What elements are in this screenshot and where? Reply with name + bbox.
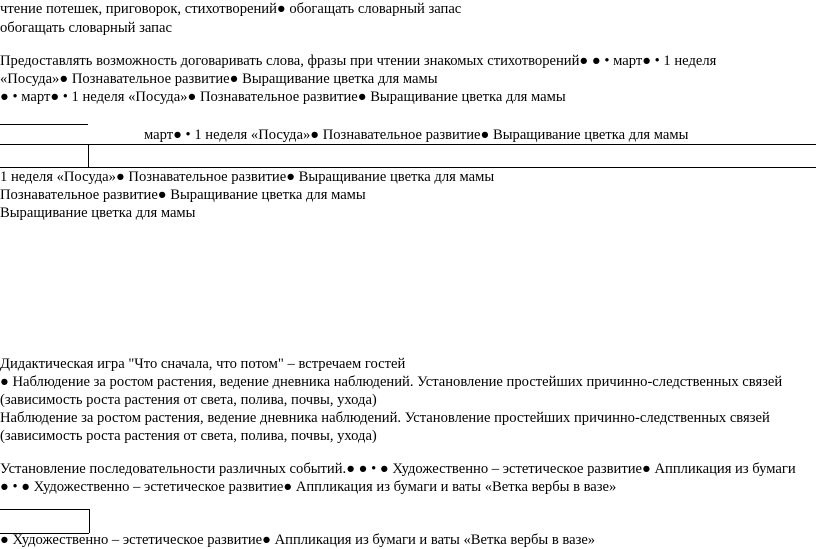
box-rule-right [89, 509, 90, 533]
table-rule-top [0, 144, 816, 145]
text-line-17: ● Художественно – эстетическое развитие● Аппликация из бумаги и ваты «Ветка вербы в вазе» [0, 532, 596, 548]
text-line-14: (зависимость роста растения от света, полива, почвы, ухода) [0, 428, 377, 444]
text-line-11: ● Наблюдение за ростом растения, ведение дневника наблюдений. Установление простейших причинно-следственных связей [0, 374, 783, 390]
text-line-15: Установление последовательности различных событий.● ● • ● Художественно – эстетическое развитие● Аппликация из бумаги [0, 461, 796, 477]
text-line-9: Выращивание цветка для мамы [0, 205, 196, 221]
text-line-4: «Посуда»● Познавательное развитие● Выращивание цветка для мамы [0, 71, 438, 87]
text-line-2: обогащать словарный запас [0, 20, 172, 36]
table-cell-divider [88, 144, 89, 167]
text-line-1: чтение потешек, приговорок, стихотворений● обогащать словарный запас [0, 1, 462, 17]
text-line-7: 1 неделя «Посуда»● Познавательное развитие● Выращивание цветка для мамы [0, 169, 495, 185]
table-rule-short [0, 124, 88, 125]
box-rule-top [0, 509, 89, 510]
text-line-6: март● • 1 неделя «Посуда»● Познавательное развитие● Выращивание цветка для мамы [144, 127, 689, 143]
text-line-8: Познавательное развитие● Выращивание цветка для мамы [0, 187, 366, 203]
text-line-10: Дидактическая игра "Что сначала, что потом" – встречаем гостей [0, 356, 406, 372]
text-line-3: Предоставлять возможность договаривать слова, фразы при чтении знакомых стихотворений● ● • март● • 1 неделя [0, 53, 717, 69]
text-line-5: ● • март● • 1 неделя «Посуда»● Познавательное развитие● Выращивание цветка для мамы [0, 89, 566, 105]
text-line-13: Наблюдение за ростом растения, ведение дневника наблюдений. Установление простейших причинно-следственных связей [0, 410, 770, 426]
text-line-16: ● • ● Художественно – эстетическое развитие● Аппликация из бумаги и ваты «Ветка вербы в вазе» [0, 479, 617, 495]
text-line-12: (зависимость роста растения от света, полива, почвы, ухода) [0, 392, 377, 408]
